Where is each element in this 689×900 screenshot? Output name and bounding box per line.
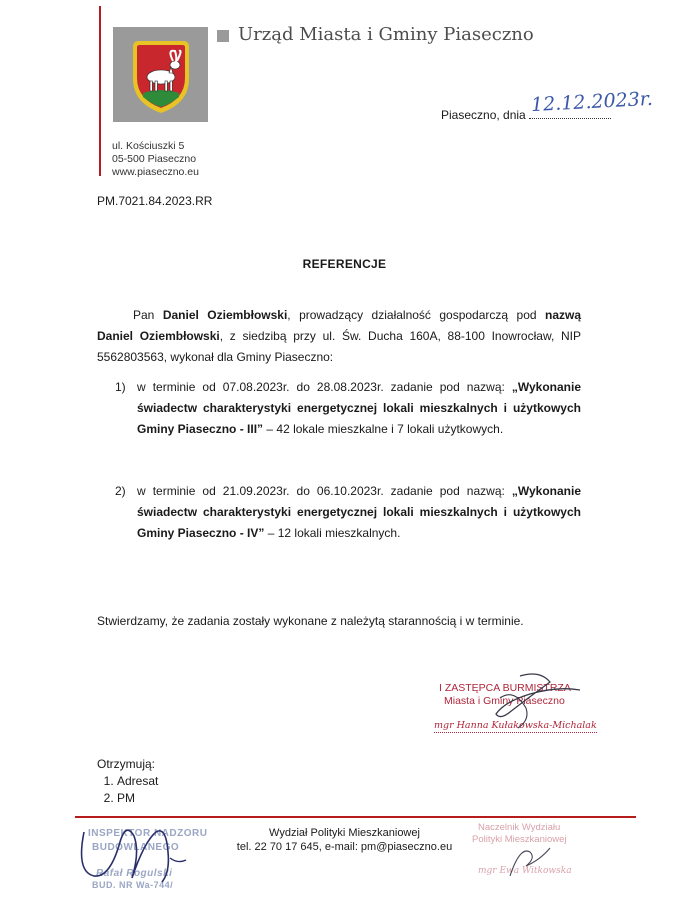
address-website: www.piaseczno.eu bbox=[112, 166, 199, 178]
recipient-item: 2. PM bbox=[117, 790, 158, 807]
task-tail: – 12 lokali mieszkalnych. bbox=[264, 526, 401, 540]
document-title: REFERENCJE bbox=[302, 257, 387, 271]
task-lead: w terminie od 21.09.2023r. do 06.10.2023r. zadanie pod nazwą: bbox=[137, 484, 512, 498]
task-item-2 bbox=[115, 481, 581, 544]
task-item-1 bbox=[115, 377, 581, 440]
task-title: „Wykonanie świadectw charakterystyki energetycznej lokali mieszkalnych i użytkowych Gminy Piaseczno - III” bbox=[137, 380, 581, 436]
department-head-name: mgr Ewa Witkowska bbox=[478, 866, 572, 876]
inspector-stamp-license: BUD. NR Wa-744/ bbox=[92, 880, 174, 890]
inspector-stamp-name: Rafał Rogulski bbox=[96, 868, 173, 879]
office-name: Urząd Miasta i Gminy Piaseczno bbox=[238, 24, 534, 45]
coat-of-arms-logo bbox=[113, 27, 208, 122]
address-city: 05-500 Piaseczno bbox=[112, 153, 197, 165]
task-number: 2) bbox=[115, 484, 126, 498]
recipients-list bbox=[97, 773, 158, 807]
business-name: nazwą Daniel Oziembłowski bbox=[97, 308, 582, 343]
office-address bbox=[112, 140, 199, 179]
handwritten-date: 12.12.2023r. bbox=[530, 87, 654, 117]
recipient-item: 1. Adresat bbox=[117, 773, 158, 790]
place-label: Piaseczno, dnia bbox=[441, 108, 526, 122]
task-lead: w terminie od 07.08.2023r. do 28.08.2023r. zadanie pod nazwą: bbox=[137, 380, 512, 394]
recipients-block bbox=[97, 756, 158, 807]
task-number: 1) bbox=[115, 380, 126, 394]
department-contact: tel. 22 70 17 645, e-mail: pm@piaseczno.eu bbox=[236, 841, 453, 853]
task-title: „Wykonanie świadectw charakterystyki energetycznej lokali mieszkalnych i użytkowych Gminy Piaseczno - IV” bbox=[137, 484, 581, 540]
intro-text-1: Pan bbox=[133, 308, 163, 322]
inspector-stamp-title: INSPEKTOR NADZORU bbox=[88, 828, 208, 839]
stamp-title: I ZASTĘPCA BURMISTRZA bbox=[439, 682, 571, 694]
address-street: ul. Kościuszki 5 bbox=[112, 140, 185, 152]
office-name-marker bbox=[217, 30, 229, 42]
header-red-rule bbox=[99, 6, 101, 176]
department-head-unit: Polityki Mieszkaniowej bbox=[472, 834, 567, 845]
stamp-signatory: mgr Hanna Kułakowska-Michalak bbox=[434, 720, 597, 731]
department-name: Wydział Polityki Mieszkaniowej bbox=[269, 827, 420, 839]
deputy-mayor-signature bbox=[430, 668, 590, 738]
department-head-signature bbox=[500, 842, 560, 882]
recipients-label: Otrzymują: bbox=[97, 757, 156, 771]
confirmation-statement: Stwierdzamy, że zadania zostały wykonane z należytą starannością i w terminie. bbox=[97, 614, 524, 628]
inspector-stamp-subtitle: BUDOWLANEGO bbox=[92, 842, 180, 853]
intro-text-2: , prowadzący działalność gospodarczą pod bbox=[287, 308, 545, 322]
contractor-name: Daniel Oziembłowski bbox=[162, 308, 288, 322]
intro-paragraph bbox=[97, 305, 581, 368]
inspector-signature bbox=[70, 812, 190, 892]
task-tail: – 42 lokale mieszkalne i 7 lokali użytkowych. bbox=[263, 422, 504, 436]
stamp-office: Miasta i Gminy Piaseczno bbox=[444, 695, 565, 707]
department-head-title: Naczelnik Wydziału bbox=[478, 822, 561, 833]
intro-text-3: , z siedzibą przy ul. Św. Ducha 160A, 88-100 Inowrocław, NIP 5562803563, wykonał dla Gminy Piaseczno: bbox=[97, 329, 581, 364]
reference-number: PM.7021.84.2023.RR bbox=[97, 194, 213, 208]
